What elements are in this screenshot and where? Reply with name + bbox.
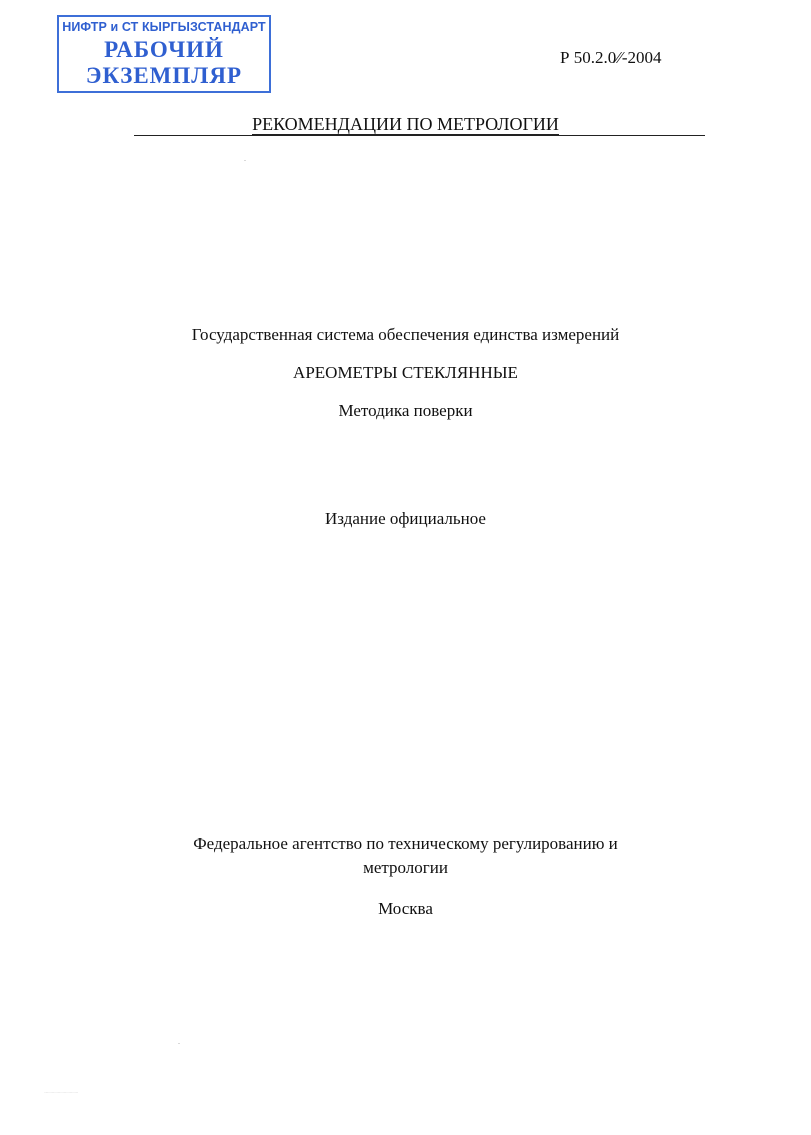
scan-speck	[244, 160, 246, 161]
stamp-line-2: ЭКЗЕМПЛЯР	[85, 63, 243, 88]
document-title: АРЕОМЕТРЫ СТЕКЛЯННЫЕ	[293, 363, 518, 382]
publisher-line-2: метрологии	[363, 858, 448, 877]
scan-marking: ········································	[44, 1090, 79, 1094]
edition-note: Издание официальное	[325, 509, 486, 528]
stamp-organization: НИФТР и СТ КЫРГЫЗСТАНДАРТ	[62, 20, 266, 34]
header-title-text: РЕКОМЕНДАЦИИ ПО МЕТРОЛОГИИ	[252, 114, 559, 134]
publisher-line-1: Федеральное агентство по техническому регулированию и	[193, 834, 618, 853]
document-number: Р 50.2.0⁄⁄-2004	[560, 48, 662, 67]
scan-speck	[178, 1043, 180, 1044]
header-rule	[134, 135, 705, 136]
city: Москва	[378, 899, 433, 918]
system-name: Государственная система обеспечения единства измерений	[191, 325, 620, 344]
working-copy-stamp	[57, 15, 271, 93]
document-subtitle: Методика поверки	[338, 401, 473, 420]
stamp-line-1: РАБОЧИЙ	[104, 37, 224, 62]
header-title	[0, 114, 811, 135]
